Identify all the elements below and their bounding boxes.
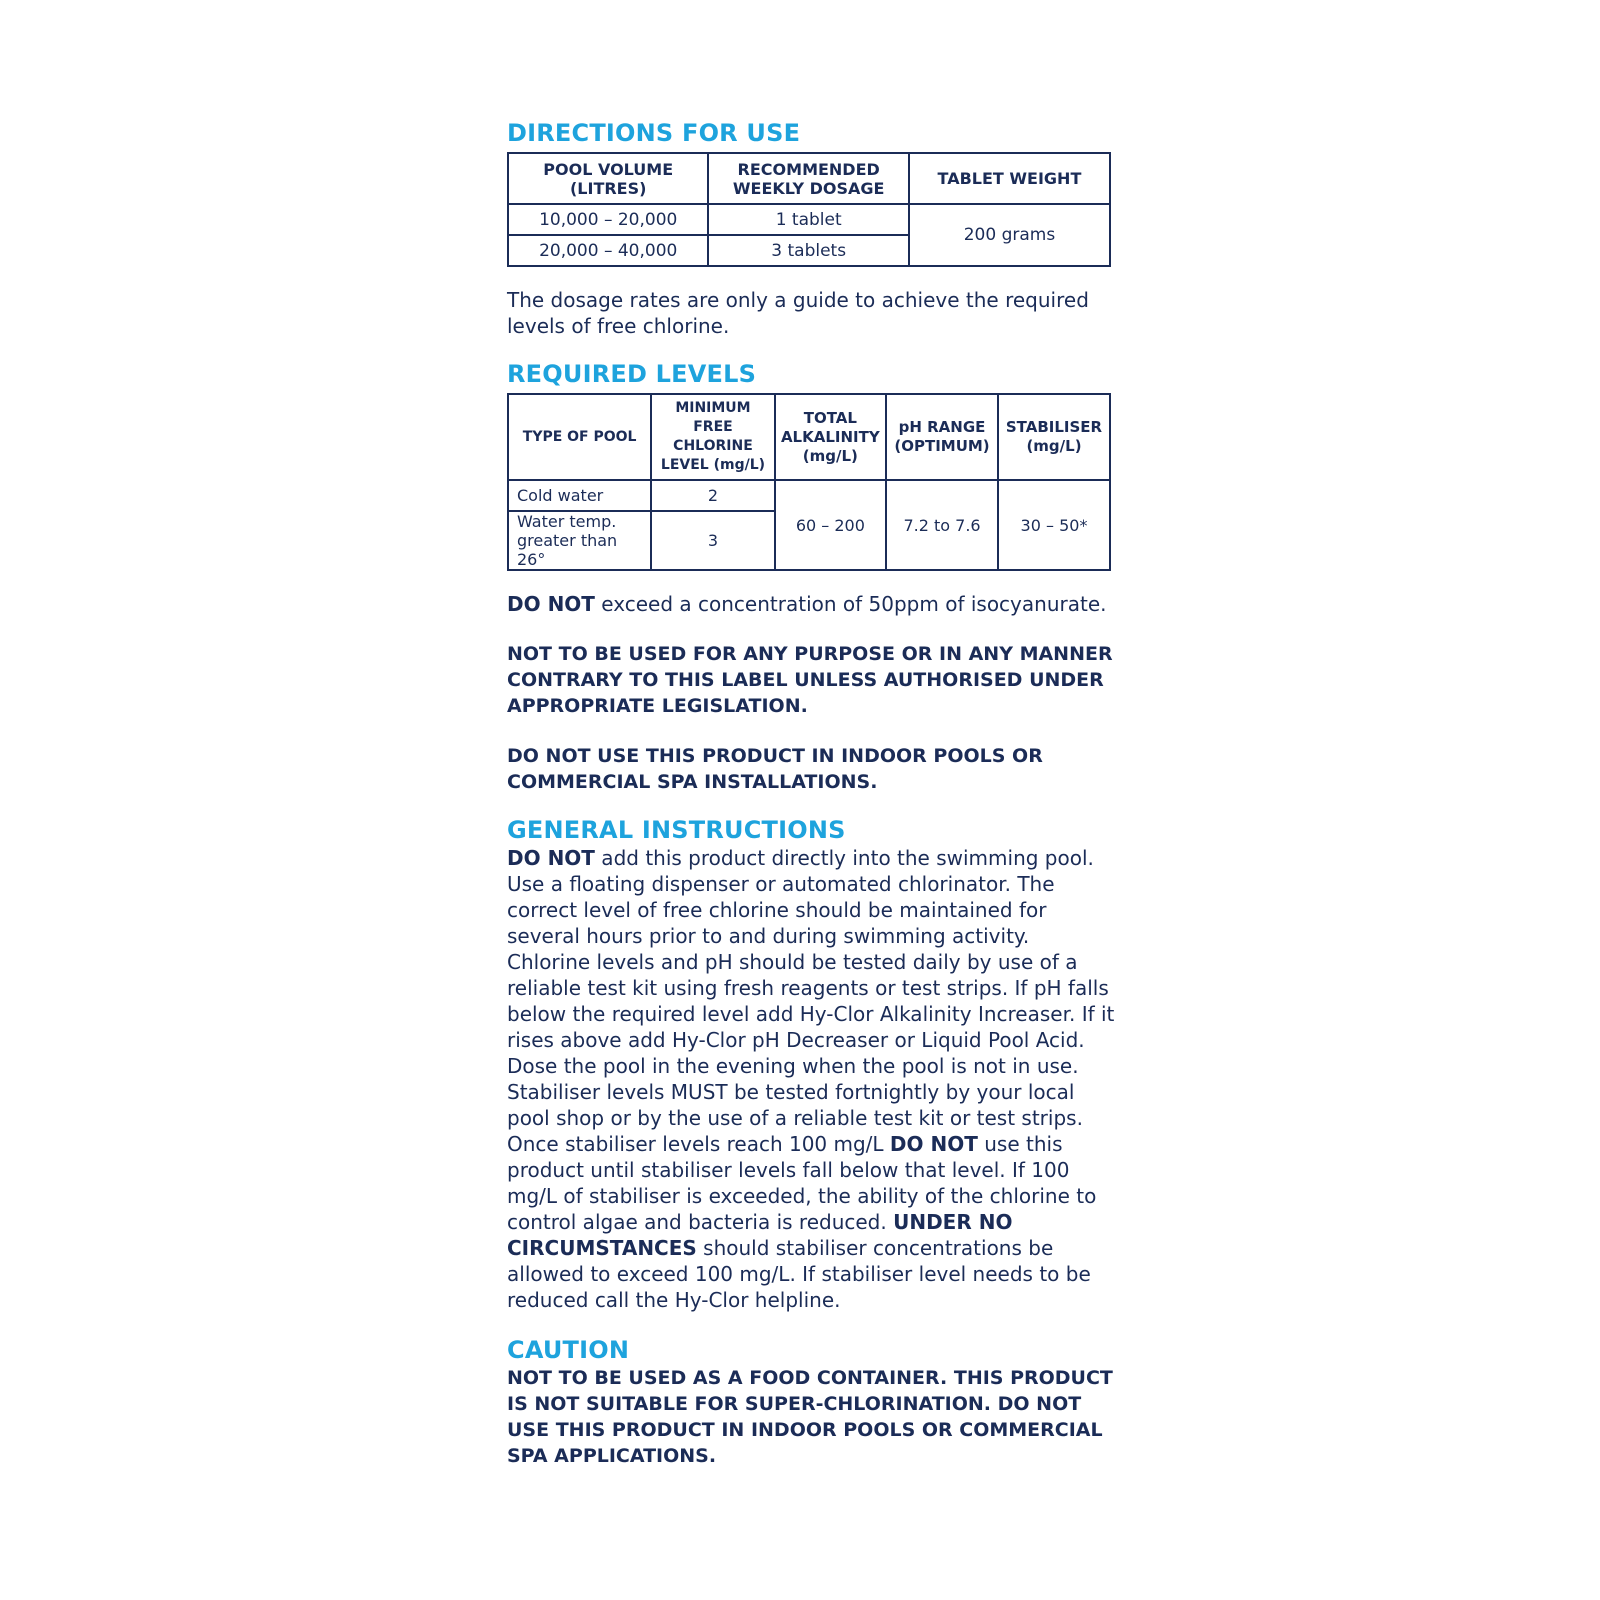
instructions-part-3: should stabiliser concentrations be allowed to exceed 100 mg/L. If stabiliser level needs to be reduced call the Hy-Clor helpline. bbox=[507, 1236, 1091, 1312]
header-total-alkalinity: TOTAL ALKALINITY (mg/L) bbox=[775, 394, 886, 480]
alkalinity-cell: 60 – 200 bbox=[775, 480, 886, 570]
required-levels-header-row bbox=[508, 394, 1110, 480]
pool-volume-cell: 20,000 – 40,000 bbox=[508, 235, 708, 266]
general-instructions-text bbox=[507, 845, 1115, 1313]
header-ph-range: pH RANGE (OPTIMUM) bbox=[886, 394, 998, 480]
table-row bbox=[508, 204, 1110, 235]
stabiliser-cell: 30 – 50* bbox=[998, 480, 1110, 570]
table-row bbox=[508, 480, 1110, 511]
header-stabiliser: STABILISER (mg/L) bbox=[998, 394, 1110, 480]
header-weekly-dosage: RECOMMENDED WEEKLY DOSAGE bbox=[708, 153, 908, 204]
chlorine-cell: 2 bbox=[651, 480, 774, 511]
directions-heading: DIRECTIONS FOR USE bbox=[507, 119, 801, 147]
dosage-note: The dosage rates are only a guide to achieve the required levels of free chlorine. bbox=[507, 288, 1089, 338]
do-not-emphasis: DO NOT bbox=[507, 592, 595, 616]
caution-text: NOT TO BE USED AS A FOOD CONTAINER. THIS PRODUCT IS NOT SUITABLE FOR SUPER-CHLORINATION. DO NOT USE THIS PRODUCT IN INDOOR POOLS OR COMMERCIAL SPA APPLICATIONS. bbox=[507, 1367, 1113, 1467]
legislation-warning: NOT TO BE USED FOR ANY PURPOSE OR IN ANY MANNER CONTRARY TO THIS LABEL UNLESS AUTHORISED UNDER APPROPRIATE LEGISLATION. bbox=[507, 643, 1113, 717]
tablet-weight-cell: 200 grams bbox=[909, 204, 1110, 266]
isocyanurate-text: exceed a concentration of 50ppm of isocyanurate. bbox=[594, 592, 1107, 616]
do-not-emphasis: DO NOT bbox=[889, 1132, 978, 1156]
ph-range-cell: 7.2 to 7.6 bbox=[886, 480, 998, 570]
header-tablet-weight: TABLET WEIGHT bbox=[909, 153, 1110, 204]
indoor-warning: DO NOT USE THIS PRODUCT IN INDOOR POOLS OR COMMERCIAL SPA INSTALLATIONS. bbox=[507, 745, 1043, 793]
do-not-emphasis: DO NOT bbox=[507, 846, 595, 870]
general-instructions-heading: GENERAL INSTRUCTIONS bbox=[507, 816, 846, 844]
required-levels-table bbox=[507, 393, 1111, 571]
chlorine-cell: 3 bbox=[651, 511, 774, 570]
instructions-part-2: use this product until stabiliser levels fall below that level. If 100 mg/L of stabiliser is exceeded, the ability of the chlorine to control algae and bacteria is reduced. bbox=[507, 1132, 1097, 1234]
directions-table bbox=[507, 152, 1111, 267]
header-min-chlorine: MINIMUM FREE CHLORINE LEVEL (mg/L) bbox=[651, 394, 774, 480]
under-no-circumstances-emphasis: UNDER NO CIRCUMSTANCES bbox=[507, 1210, 1013, 1260]
caution-heading: CAUTION bbox=[507, 1336, 630, 1364]
dosage-cell: 3 tablets bbox=[708, 235, 908, 266]
dosage-cell: 1 tablet bbox=[708, 204, 908, 235]
header-pool-volume: POOL VOLUME (LITRES) bbox=[508, 153, 708, 204]
header-type-of-pool: TYPE OF POOL bbox=[508, 394, 651, 480]
pool-type-cell: Water temp. greater than 26° bbox=[508, 511, 651, 570]
instructions-part-1: add this product directly into the swimming pool. Use a floating dispenser or automated chlorinator. The correct level of free chlorine should be maintained for several hours prior to and during swimming activity. Chlorine levels and pH should be tested daily by use of a reliable test kit using fresh reagents or test strips. If pH falls below the required level add Hy-Clor Alkalinity Increaser. If it rises above add Hy-Clor pH Decreaser or Liquid Pool Acid. Dose the pool in the evening when the pool is not in use. Stabiliser levels MUST be tested fortnightly by your local pool shop or by the use of a reliable test kit or test strips. Once stabiliser levels reach 100 mg/L bbox=[507, 846, 1115, 1156]
directions-header-row bbox=[508, 153, 1110, 204]
product-label bbox=[507, 118, 1115, 1469]
pool-volume-cell: 10,000 – 20,000 bbox=[508, 204, 708, 235]
required-levels-heading: REQUIRED LEVELS bbox=[507, 360, 757, 388]
pool-type-cell: Cold water bbox=[508, 480, 651, 511]
isocyanurate-warning bbox=[507, 591, 1115, 617]
